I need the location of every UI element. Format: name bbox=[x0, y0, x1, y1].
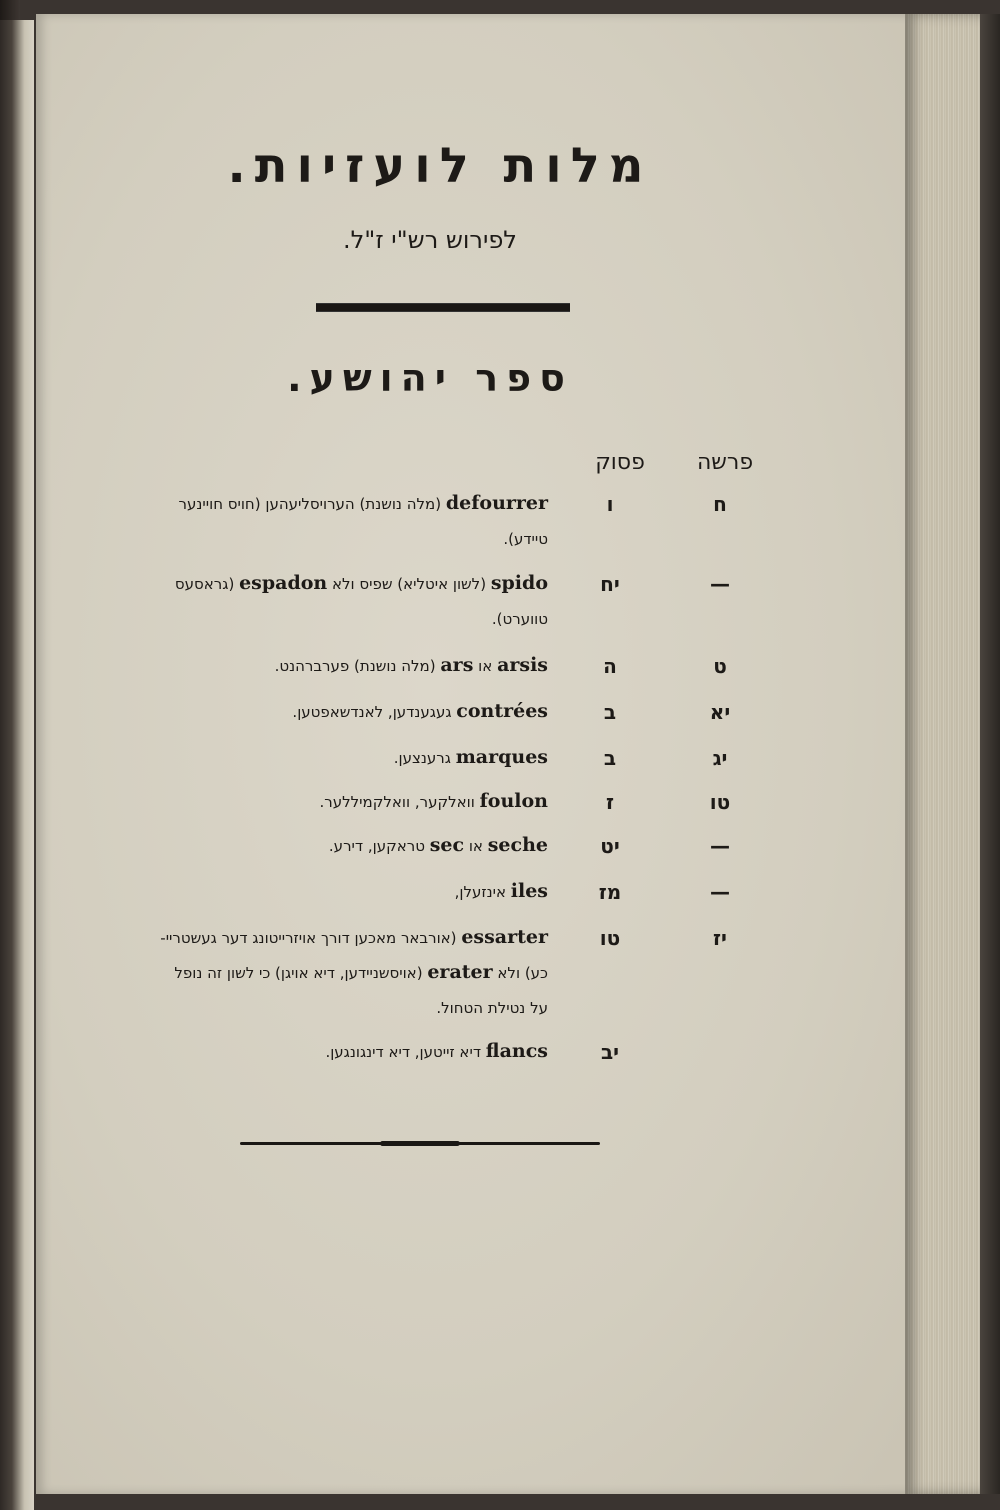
parsha-cell: — bbox=[710, 834, 730, 858]
hebrew-gloss: (אויסשניידען, דיא אויגן) כי לשון זה נופל bbox=[174, 964, 428, 982]
page-title: מלות לועזיות. bbox=[227, 138, 653, 194]
foreign-word: contrées bbox=[456, 700, 548, 722]
foreign-word: marques bbox=[455, 746, 548, 768]
entry-cell bbox=[68, 566, 548, 636]
hebrew-gloss: על נטילת הטחול. bbox=[436, 999, 548, 1017]
entry-line bbox=[68, 955, 548, 990]
entry-line bbox=[68, 521, 548, 556]
entry-cell bbox=[68, 1034, 548, 1069]
entry-cell bbox=[68, 784, 548, 819]
book-cover-edge bbox=[980, 14, 1000, 1494]
hebrew-gloss: טיידע). bbox=[503, 530, 548, 548]
hebrew-gloss: גרענצען. bbox=[393, 749, 456, 767]
foreign-word: flancs bbox=[485, 1040, 548, 1062]
book-title: ספר יהושע. bbox=[287, 356, 573, 400]
foreign-word: espadon bbox=[239, 572, 328, 594]
entry-line bbox=[68, 874, 548, 909]
hebrew-gloss: (מלה נושנת) הערויסליעהען (חויס חויינער bbox=[178, 495, 446, 513]
foreign-word: seche bbox=[487, 834, 548, 856]
table-row bbox=[60, 784, 760, 824]
entry-line bbox=[68, 601, 548, 636]
title-rule bbox=[316, 303, 570, 312]
entry-line bbox=[68, 694, 548, 729]
table-row bbox=[60, 566, 760, 628]
entry-line bbox=[68, 828, 548, 863]
hebrew-gloss: דיא זייטען, דיא דינגונגען. bbox=[325, 1043, 486, 1061]
parsha-cell: יז bbox=[713, 926, 727, 950]
hebrew-gloss: כע) ולא bbox=[492, 964, 548, 982]
entry-cell bbox=[68, 694, 548, 729]
hebrew-gloss: (גראסעס bbox=[174, 575, 240, 593]
hebrew-gloss: או bbox=[464, 837, 488, 855]
foreign-word: iles bbox=[510, 880, 548, 902]
parsha-cell: — bbox=[710, 572, 730, 596]
entry-cell bbox=[68, 486, 548, 556]
hebrew-gloss: (אורבאר מאכען דורך אויזרייטונג דער געשטריי- bbox=[160, 929, 462, 947]
entry-line bbox=[68, 486, 548, 521]
table-row bbox=[60, 486, 760, 548]
entry-line bbox=[68, 1034, 548, 1069]
entry-cell bbox=[68, 648, 548, 683]
table-row bbox=[60, 874, 760, 914]
hebrew-gloss: טראקען, דירע. bbox=[328, 837, 430, 855]
table-row bbox=[60, 828, 760, 868]
pasuk-cell: ו bbox=[606, 492, 614, 516]
header-parsha: פרשה bbox=[696, 450, 754, 475]
parsha-cell: יא bbox=[709, 700, 731, 724]
pasuk-cell: יב bbox=[600, 1040, 620, 1064]
pasuk-cell: ב bbox=[603, 746, 617, 770]
hebrew-gloss: (לשון איטליא) שפיס ולא bbox=[327, 575, 491, 593]
foreign-word: defourrer bbox=[445, 492, 548, 514]
table-row bbox=[60, 1034, 760, 1074]
foreign-word: spido bbox=[490, 572, 548, 594]
entry-line bbox=[68, 648, 548, 683]
header-pasuk: פסוק bbox=[595, 450, 645, 475]
table-row bbox=[60, 920, 760, 1017]
entry-cell bbox=[68, 740, 548, 775]
entry-cell bbox=[68, 874, 548, 909]
foreign-word: sec bbox=[429, 834, 465, 856]
pasuk-cell: ב bbox=[603, 700, 617, 724]
parsha-cell: ח bbox=[713, 492, 727, 516]
parsha-cell: — bbox=[710, 880, 730, 904]
hebrew-gloss: או bbox=[473, 657, 498, 675]
parsha-cell: ט bbox=[713, 654, 727, 678]
page-stack-edges bbox=[905, 14, 987, 1494]
foreign-word: essarter bbox=[461, 926, 548, 948]
foreign-word: arsis bbox=[497, 654, 548, 676]
hebrew-gloss: (מלה נושנת) פערברהנט. bbox=[274, 657, 441, 675]
entry-line bbox=[68, 920, 548, 955]
entry-cell bbox=[68, 920, 548, 1025]
facing-page-edge bbox=[0, 20, 34, 1510]
parsha-cell: יג bbox=[712, 746, 728, 770]
entry-line bbox=[68, 566, 548, 601]
foreign-word: erater bbox=[427, 961, 493, 983]
pasuk-cell: מז bbox=[598, 880, 622, 904]
foreign-word: foulon bbox=[479, 790, 548, 812]
table-row bbox=[60, 694, 760, 734]
foreign-word: ars bbox=[440, 654, 474, 676]
table-row bbox=[60, 648, 760, 688]
hebrew-gloss: וואלקער, וואלקמיללער. bbox=[319, 793, 480, 811]
entry-line bbox=[68, 740, 548, 775]
page-subtitle: לפירוש רש"י ז"ל. bbox=[343, 226, 517, 254]
bottom-rule bbox=[240, 1142, 600, 1145]
pasuk-cell: טו bbox=[599, 926, 621, 950]
hebrew-gloss: געגענדען, לאנדשאפטען. bbox=[292, 703, 457, 721]
hebrew-gloss: אינזעלן, bbox=[454, 883, 511, 901]
pasuk-cell: ה bbox=[603, 654, 617, 678]
pasuk-cell: יח bbox=[600, 572, 620, 596]
pasuk-cell: יט bbox=[600, 834, 620, 858]
hebrew-gloss: טווערט). bbox=[491, 610, 548, 628]
table-row bbox=[60, 740, 760, 780]
parsha-cell: טו bbox=[709, 790, 731, 814]
pasuk-cell: ז bbox=[605, 790, 614, 814]
entry-cell bbox=[68, 828, 548, 863]
entry-line bbox=[68, 784, 548, 819]
entry-line bbox=[68, 990, 548, 1025]
